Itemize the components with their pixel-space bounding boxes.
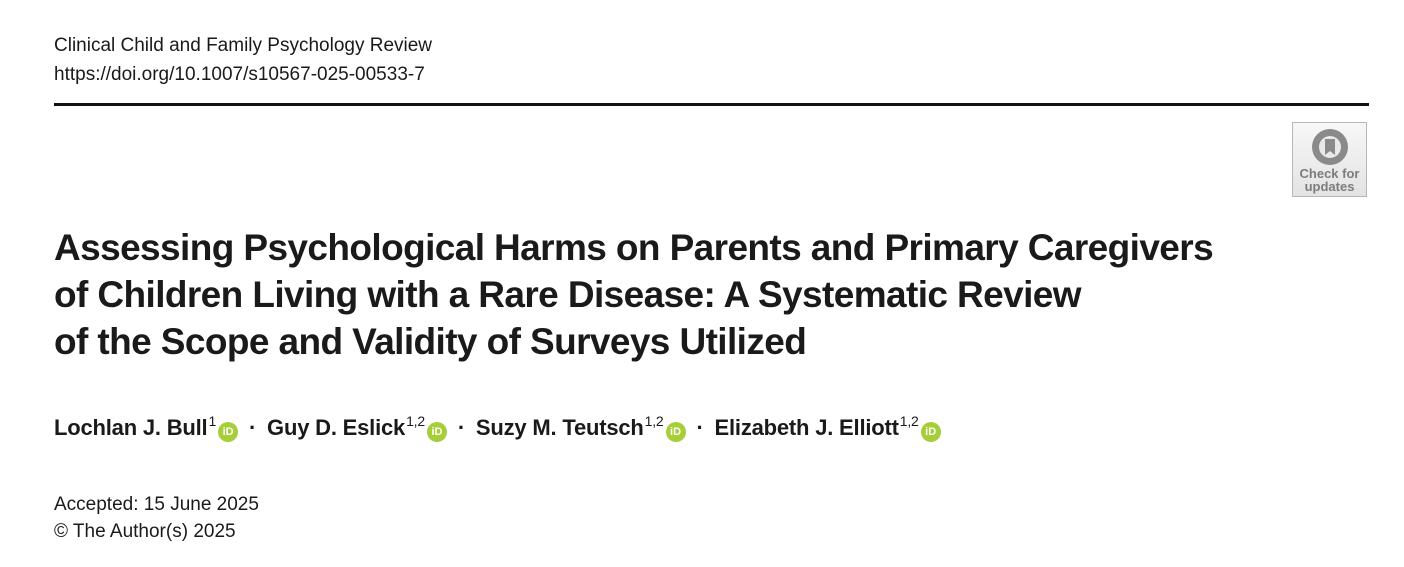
journal-header — [54, 31, 432, 89]
author-name[interactable]: Guy D. Eslick — [267, 415, 406, 440]
affiliation-marker: 1,2 — [406, 413, 425, 429]
affiliation-marker: 1,2 — [899, 413, 919, 429]
copyright-notice: © The Author(s) 2025 — [54, 521, 236, 542]
affiliation-marker: 1,2 — [644, 413, 664, 429]
header-divider — [54, 103, 1369, 106]
doi-link[interactable]: https://doi.org/10.1007/s10567-025-00533-7 — [54, 64, 425, 85]
author-separator: · — [457, 415, 465, 440]
accepted-date: Accepted: 15 June 2025 — [54, 494, 259, 515]
check-for-updates-label: Check for updates — [1299, 166, 1360, 194]
orcid-icon[interactable]: iD — [921, 422, 941, 442]
title-line: of Children Living with a Rare Disease: A Systematic Review — [54, 274, 1081, 315]
crossmark-icon — [1304, 126, 1356, 166]
author-list — [54, 413, 941, 443]
article-dates — [54, 491, 259, 545]
title-line: of the Scope and Validity of Surveys Utilized — [54, 321, 807, 362]
author-name[interactable]: Elizabeth J. Elliott — [714, 415, 899, 440]
title-line: Assessing Psychological Harms on Parents and Primary Caregivers — [54, 227, 1214, 268]
author-name[interactable]: Suzy M. Teutsch — [475, 415, 644, 440]
check-for-updates-badge[interactable] — [1292, 122, 1367, 197]
orcid-icon[interactable]: iD — [218, 422, 238, 442]
author-name[interactable]: Lochlan J. Bull — [54, 415, 208, 440]
journal-name: Clinical Child and Family Psychology Review — [54, 35, 433, 56]
author-separator: · — [696, 415, 704, 440]
article-title — [54, 224, 1213, 365]
orcid-icon[interactable]: iD — [427, 422, 447, 442]
affiliation-marker: 1 — [208, 413, 217, 429]
orcid-icon[interactable]: iD — [666, 422, 686, 442]
author-separator: · — [248, 415, 257, 440]
